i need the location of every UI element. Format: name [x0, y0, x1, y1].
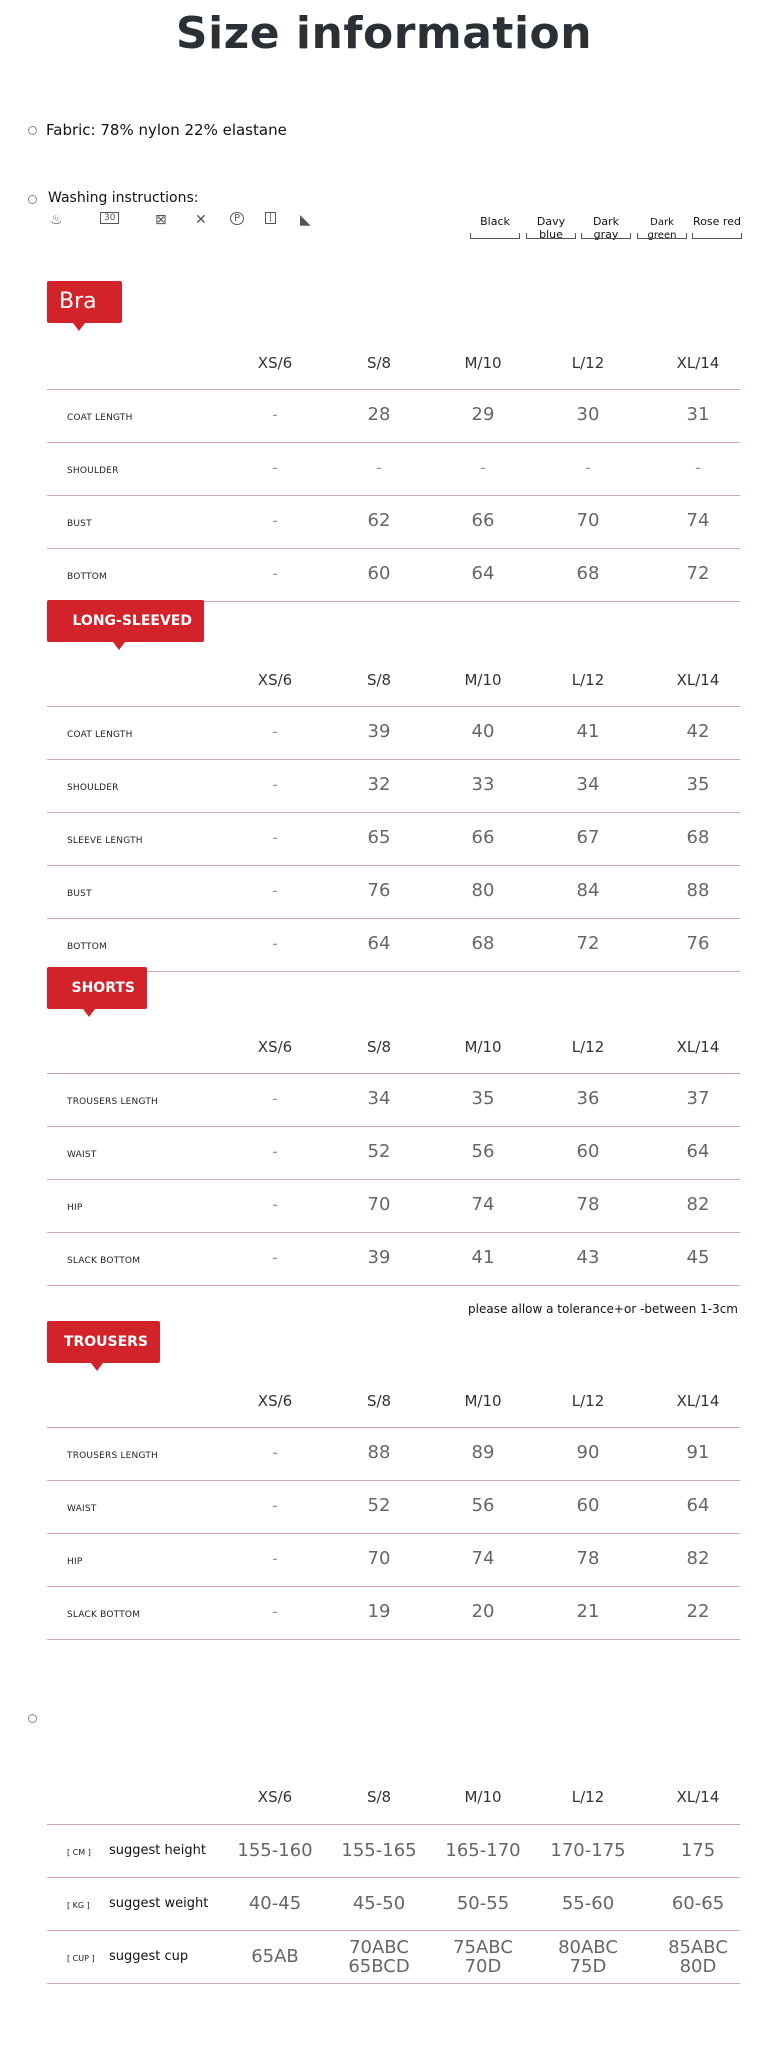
measurement-value: 78: [576, 1194, 600, 1215]
table-row: [47, 813, 740, 866]
measurement-value: 78: [576, 1548, 600, 1569]
size-header: XL/14: [676, 671, 720, 689]
measurement-value: -: [480, 458, 486, 477]
measurement-value: 31: [686, 404, 710, 425]
size-header: XL/14: [676, 354, 720, 372]
table-row: [47, 496, 740, 549]
measurement-label: COAT LENGTH: [67, 413, 133, 423]
measurement-value: 34: [576, 774, 600, 795]
measurement-value: 40: [471, 721, 495, 742]
measurement-value: -: [272, 405, 278, 424]
measurement-label: TROUSERS LENGTH: [67, 1451, 159, 1461]
section-tag: [47, 281, 122, 323]
size-header: L/12: [571, 354, 605, 372]
size-header: XS/6: [257, 1038, 293, 1056]
measurement-value: -: [272, 1248, 278, 1267]
drip-dry-icon: |: [265, 212, 276, 224]
table-row: [47, 1481, 740, 1534]
table-row: [47, 1180, 740, 1233]
size-header: XS/6: [257, 1788, 293, 1806]
suggest-value: 175: [680, 1840, 716, 1861]
section-tag: [47, 967, 147, 1009]
page-title: Size information: [175, 8, 593, 59]
measurement-value: 68: [471, 933, 495, 954]
measurement-value: 89: [471, 1442, 495, 1463]
fabric-info: Fabric: 78% nylon 22% elastane: [46, 121, 287, 139]
measurement-value: 36: [576, 1088, 600, 1109]
suggest-label: suggest cup: [109, 1949, 189, 1964]
measurement-value: 91: [686, 1442, 710, 1463]
measurement-value: 42: [686, 721, 710, 742]
size-header: S/8: [366, 354, 392, 372]
measurement-value: 64: [367, 933, 391, 954]
color-label: Dark gray: [592, 215, 620, 241]
suggest-value: 165-170: [445, 1840, 521, 1861]
table-row: [47, 1233, 740, 1286]
measurement-label: HIP: [67, 1203, 83, 1213]
size-header-row: [47, 1020, 740, 1074]
color-bracket: [637, 233, 687, 239]
measurement-value: 65: [367, 827, 391, 848]
table-row: [47, 443, 740, 496]
size-header: S/8: [366, 1788, 392, 1806]
measurement-value: 60: [576, 1495, 600, 1516]
measurement-value: 39: [367, 1247, 391, 1268]
table-row: [47, 1127, 740, 1180]
size-header: S/8: [366, 671, 392, 689]
suggest-value: 155-160: [237, 1840, 313, 1861]
measurement-value: -: [695, 458, 701, 477]
measurement-label: TROUSERS LENGTH: [67, 1097, 159, 1107]
fabric-bullet: [28, 126, 37, 135]
measurement-value: 88: [367, 1442, 391, 1463]
measurement-value: 80: [471, 880, 495, 901]
measurement-value: -: [272, 564, 278, 583]
suggest-row: [47, 1878, 740, 1931]
suggest-value: 50-55: [456, 1893, 510, 1914]
measurement-value: 74: [471, 1548, 495, 1569]
suggest-row: [47, 1825, 740, 1878]
measurement-value: 35: [471, 1088, 495, 1109]
unit-label: [ CUP ]: [67, 1954, 95, 1963]
measurement-label: SHOULDER: [67, 466, 119, 476]
size-header: XL/14: [676, 1788, 720, 1806]
suggest-value: 70ABC 65BCD: [348, 1937, 410, 1977]
size-header-row: [47, 1374, 740, 1428]
measurement-value: 72: [576, 933, 600, 954]
measurement-value: 84: [576, 880, 600, 901]
size-table: [47, 653, 740, 972]
size-header-row: [47, 653, 740, 707]
size-header: XS/6: [257, 354, 293, 372]
tag-pointer: [73, 323, 85, 331]
measurement-label: COAT LENGTH: [67, 730, 133, 740]
measurement-value: -: [272, 1142, 278, 1161]
measurement-value: 22: [686, 1601, 710, 1622]
measurement-value: 90: [576, 1442, 600, 1463]
section-tag-label: LONG-SLEEVED: [72, 613, 192, 629]
measurement-value: -: [272, 511, 278, 530]
suggest-value: 60-65: [671, 1893, 725, 1914]
suggest-value: 40-45: [248, 1893, 302, 1914]
dry-clean-p-icon: P: [230, 212, 244, 225]
measurement-value: 56: [471, 1495, 495, 1516]
table-row: [47, 919, 740, 972]
suggest-header-row: [47, 1772, 740, 1825]
suggest-value: 65AB: [251, 1946, 299, 1967]
measurement-value: 39: [367, 721, 391, 742]
measurement-value: -: [272, 1089, 278, 1108]
measurement-value: 68: [576, 563, 600, 584]
measurement-value: 67: [576, 827, 600, 848]
suggest-value: 45-50: [352, 1893, 406, 1914]
suggest-value: 85ABC 80D: [668, 1937, 728, 1977]
table-row: [47, 760, 740, 813]
color-bracket: [692, 233, 742, 239]
size-header: S/8: [366, 1392, 392, 1410]
suggest-label: suggest weight: [109, 1896, 209, 1911]
size-header: XS/6: [257, 671, 293, 689]
washing-label: Washing instructions:: [48, 190, 199, 206]
size-header: L/12: [571, 1038, 605, 1056]
color-options: [0, 215, 768, 241]
size-table: [47, 336, 740, 602]
color-bracket: [526, 233, 576, 239]
measurement-value: 37: [686, 1088, 710, 1109]
color-option[interactable]: [470, 215, 520, 228]
hand-wash-icon: ♨: [50, 212, 63, 228]
suggest-row: [47, 1931, 740, 1984]
iron-icon: ◣: [300, 212, 311, 228]
measurement-value: 34: [367, 1088, 391, 1109]
table-row: [47, 707, 740, 760]
measurement-value: 82: [686, 1194, 710, 1215]
size-header: L/12: [571, 1392, 605, 1410]
measurement-value: 74: [471, 1194, 495, 1215]
measurement-value: 82: [686, 1548, 710, 1569]
suggest-value: 170-175: [550, 1840, 626, 1861]
measurement-value: -: [272, 1195, 278, 1214]
measurement-value: 68: [686, 827, 710, 848]
measurement-value: 76: [686, 933, 710, 954]
section-tag-label: TROUSERS: [63, 1334, 148, 1350]
suggest-label: suggest height: [109, 1843, 206, 1858]
measurement-value: -: [585, 458, 591, 477]
suggestion-table: [47, 1772, 740, 1984]
measurement-value: -: [272, 722, 278, 741]
measurement-value: -: [272, 1496, 278, 1515]
measurement-value: 21: [576, 1601, 600, 1622]
measurement-value: 62: [367, 510, 391, 531]
section-tag-label: SHORTS: [71, 980, 135, 996]
size-header: XL/14: [676, 1392, 720, 1410]
table-row: [47, 1534, 740, 1587]
color-label: Dark green: [647, 217, 677, 241]
measurement-label: SLEEVE LENGTH: [67, 836, 143, 846]
size-header: XL/14: [676, 1038, 720, 1056]
measurement-value: 19: [367, 1601, 391, 1622]
no-tumble-dry-icon: ⊠: [155, 212, 167, 228]
size-header: M/10: [464, 354, 502, 372]
measurement-value: 52: [367, 1141, 391, 1162]
measurement-value: -: [272, 1549, 278, 1568]
measurement-value: 60: [367, 563, 391, 584]
color-label: Rose red: [693, 215, 741, 228]
section-tag: [47, 600, 204, 642]
measurement-value: -: [272, 828, 278, 847]
table-row: [47, 1428, 740, 1481]
size-header: M/10: [464, 671, 502, 689]
section-tag-label: Bra: [59, 289, 97, 314]
suggest-bullet: [28, 1714, 37, 1723]
size-header: XS/6: [257, 1392, 293, 1410]
suggest-value: 155-165: [341, 1840, 417, 1861]
measurement-label: SLACK BOTTOM: [67, 1256, 141, 1266]
measurement-value: 60: [576, 1141, 600, 1162]
color-option[interactable]: [637, 215, 687, 241]
table-row: [47, 1074, 740, 1127]
measurement-value: 41: [471, 1247, 495, 1268]
tag-pointer: [83, 1009, 95, 1017]
measurement-label: BOTTOM: [67, 942, 107, 952]
color-bracket: [470, 233, 520, 239]
measurement-value: 64: [686, 1495, 710, 1516]
size-header: M/10: [464, 1038, 502, 1056]
color-option[interactable]: [526, 215, 576, 241]
measurement-value: -: [272, 934, 278, 953]
table-row: [47, 549, 740, 602]
measurement-label: SLACK BOTTOM: [67, 1610, 141, 1620]
color-option[interactable]: [692, 215, 742, 228]
color-label: Black: [480, 215, 510, 228]
measurement-value: 70: [576, 510, 600, 531]
measurement-label: BUST: [67, 889, 92, 899]
measurement-value: -: [272, 775, 278, 794]
measurement-value: 64: [686, 1141, 710, 1162]
measurement-value: 74: [686, 510, 710, 531]
measurement-value: 33: [471, 774, 495, 795]
measurement-value: 76: [367, 880, 391, 901]
measurement-value: -: [272, 881, 278, 900]
color-bracket: [581, 233, 631, 239]
measurement-label: HIP: [67, 1557, 83, 1567]
washing-bullet: [28, 195, 37, 204]
measurement-value: -: [272, 458, 278, 477]
size-table: [47, 1020, 740, 1286]
measurement-value: 72: [686, 563, 710, 584]
measurement-value: 32: [367, 774, 391, 795]
tag-pointer: [113, 642, 125, 650]
measurement-value: -: [272, 1443, 278, 1462]
size-table: [47, 1374, 740, 1640]
size-header-row: [47, 336, 740, 390]
measurement-value: 43: [576, 1247, 600, 1268]
measurement-value: 30: [576, 404, 600, 425]
suggest-value: 55-60: [561, 1893, 615, 1914]
measurement-value: 56: [471, 1141, 495, 1162]
measurement-value: 45: [686, 1247, 710, 1268]
tolerance-note: please allow a tolerance+or -between 1-3cm: [468, 1302, 738, 1316]
measurement-label: WAIST: [67, 1504, 97, 1514]
measurement-value: 66: [471, 827, 495, 848]
measurement-value: 88: [686, 880, 710, 901]
measurement-value: 52: [367, 1495, 391, 1516]
table-row: [47, 390, 740, 443]
suggest-value: 80ABC 75D: [558, 1937, 618, 1977]
measurement-value: 64: [471, 563, 495, 584]
measurement-label: SHOULDER: [67, 783, 119, 793]
size-header: L/12: [571, 1788, 605, 1806]
table-row: [47, 1587, 740, 1640]
measurement-value: 70: [367, 1548, 391, 1569]
section-tag: [47, 1321, 160, 1363]
tag-pointer: [91, 1363, 103, 1371]
size-header: M/10: [464, 1788, 502, 1806]
measurement-value: -: [376, 458, 382, 477]
measurement-value: 70: [367, 1194, 391, 1215]
measurement-value: -: [272, 1602, 278, 1621]
measurement-label: WAIST: [67, 1150, 97, 1160]
size-header: L/12: [571, 671, 605, 689]
measurement-value: 20: [471, 1601, 495, 1622]
measurement-label: BUST: [67, 519, 92, 529]
measurement-value: 28: [367, 404, 391, 425]
measurement-label: BOTTOM: [67, 572, 107, 582]
measurement-value: 66: [471, 510, 495, 531]
suggest-value: 75ABC 70D: [453, 1937, 513, 1977]
unit-label: [ KG ]: [67, 1901, 90, 1910]
table-row: [47, 866, 740, 919]
measurement-value: 35: [686, 774, 710, 795]
unit-label: [ CM ]: [67, 1848, 91, 1857]
size-header: S/8: [366, 1038, 392, 1056]
color-option[interactable]: [581, 215, 631, 241]
measurement-value: 41: [576, 721, 600, 742]
wash-30-icon: 30: [100, 212, 119, 224]
measurement-value: 29: [471, 404, 495, 425]
no-bleach-icon: ✕: [195, 212, 207, 228]
size-header: M/10: [464, 1392, 502, 1410]
color-label: Davy blue: [536, 215, 566, 241]
